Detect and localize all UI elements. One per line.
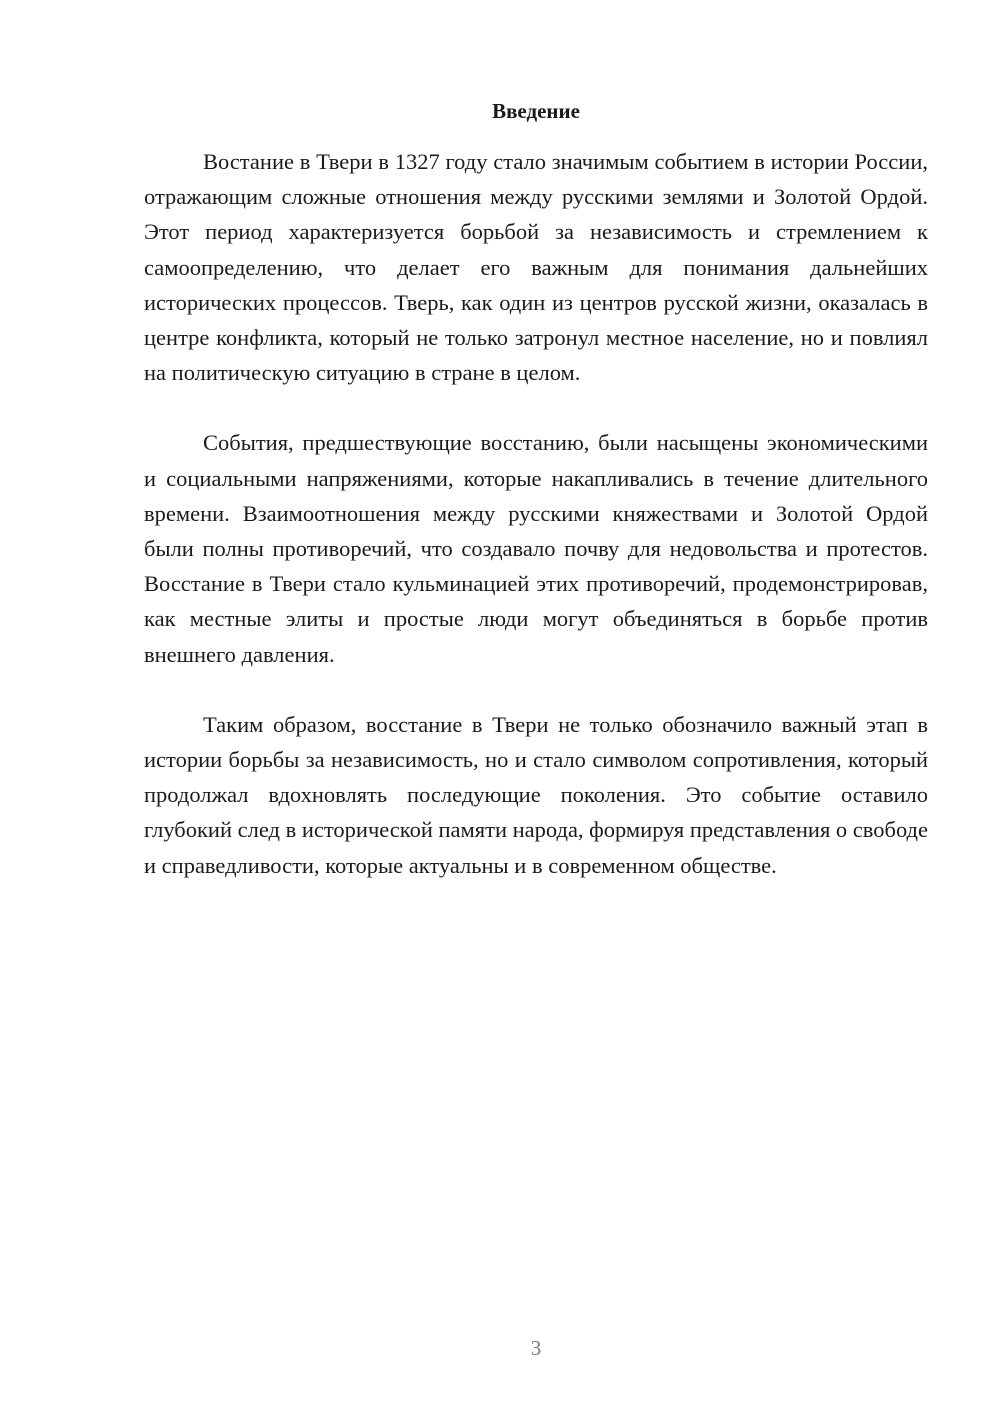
paragraph-2: События, предшествующие восстанию, были насыщены экономическими и социальными напряжениями, которые накапливались в течение длительного времени. Взаимоотношения между русскими княжествами и Золотой Ордой были полны противоречий, что создавало почву для недовольства и протестов. Восстание в Твери стало кульминацией этих противоречий, продемонстрировав, как местные элиты и простые люди могут объединяться в борьбе против внешнего давления. <box>144 430 928 667</box>
paragraph-1: Востание в Твери в 1327 году стало значимым событием в истории России, отражающим сложные отношения между русскими землями и Золотой Ордой. Этот период характеризуется борьбой за независимость и стремлением к самоопределению, что делает его важным для понимания дальнейших исторических процессов. Тверь, как один из центров русской жизни, оказалась в центре конфликта, который не только затронул местное население, но и повлиял на политическую ситуацию в стране в целом. <box>144 149 928 386</box>
body-text <box>144 144 928 918</box>
section-heading: Введение <box>492 99 580 123</box>
paragraph-3: Таким образом, восстание в Твери не только обозначило важный этап в истории борьбы за независимость, но и стало символом сопротивления, который продолжал вдохновлять последующие поколения. Это событие оставило глубокий след в исторической памяти народа, формируя представления о свободе и справедливости, которые актуальны и в современном обществе. <box>144 711 928 878</box>
page-number: 3 <box>530 1336 542 1360</box>
